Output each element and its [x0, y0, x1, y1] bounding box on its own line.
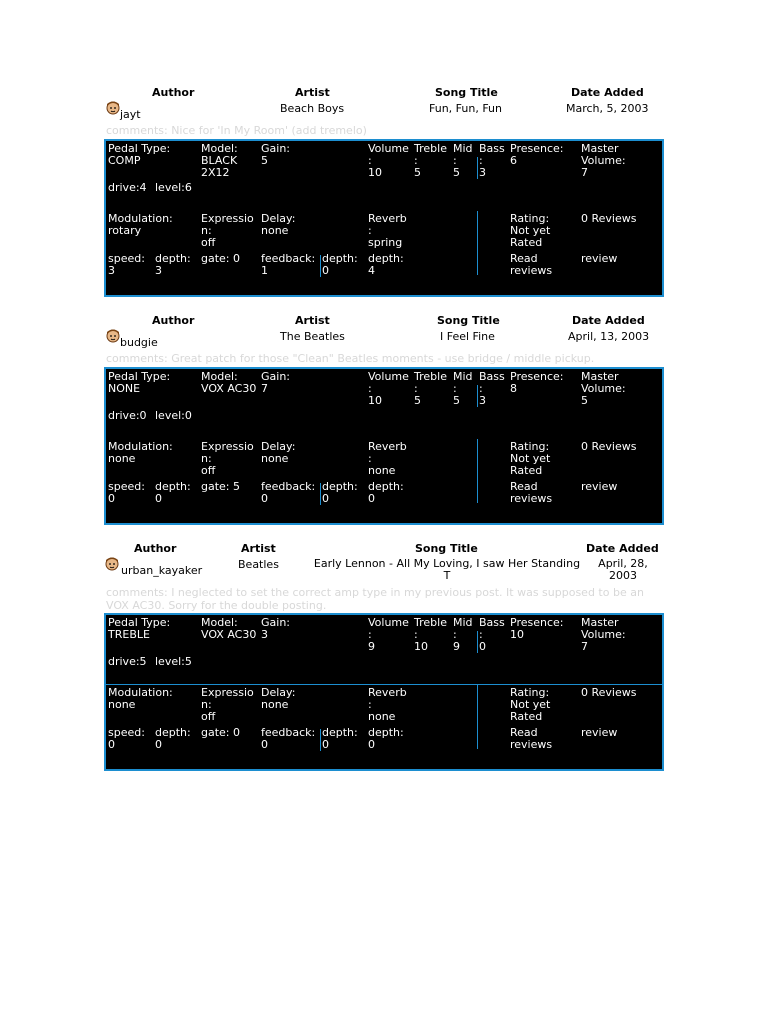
delay-depth-value: depth: 0	[322, 726, 358, 751]
volume-value: 9	[368, 640, 375, 653]
feedback-value: feedback: 0	[261, 480, 316, 505]
volume-value: 10	[368, 166, 382, 179]
model-value: VOX AC30	[201, 628, 257, 641]
song-title-header: Song Title	[435, 86, 498, 99]
master-volume-label: Master Volume:	[581, 616, 626, 641]
artist-value: Beach Boys	[280, 102, 345, 115]
delay-depth-divider	[320, 729, 321, 751]
reverb-value: none	[368, 464, 396, 477]
column-headers	[104, 542, 664, 558]
pedal-type-label: Pedal Type:	[108, 370, 171, 383]
master-volume-label: Master Volume:	[581, 370, 626, 395]
gain-value: 3	[261, 628, 268, 641]
artist-header: Artist	[295, 314, 330, 327]
avatar-icon	[106, 329, 120, 344]
master-volume-label: Master Volume:	[581, 142, 626, 167]
rating-value: Not yet Rated	[510, 224, 551, 249]
mod-depth-value: depth: 0	[155, 726, 191, 751]
level-value: level:5	[155, 655, 192, 668]
bass-value: 3	[479, 166, 486, 179]
treble-label: Treble :	[414, 616, 447, 641]
date-added-header: Date Added	[571, 86, 644, 99]
author-header: Author	[152, 86, 195, 99]
artist-header: Artist	[295, 86, 330, 99]
reverb-depth-value: depth: 0	[368, 726, 404, 751]
speed-value: speed: 0	[108, 480, 145, 505]
modulation-value: rotary	[108, 224, 142, 237]
expression-value: off	[201, 710, 216, 723]
delay-label: Delay:	[261, 440, 296, 453]
comment-text: comments: I neglected to set the correct amp type in my previous post. It was supposed to be an VOX AC30. Sorry for the double posting.	[106, 586, 644, 612]
speed-value: speed: 3	[108, 252, 145, 277]
author-link[interactable]: urban_kayaker	[121, 564, 203, 577]
treble-label: Treble :	[414, 142, 447, 167]
drive-value: drive:5	[108, 655, 147, 668]
expression-value: off	[201, 464, 216, 477]
pedal-type-value: NONE	[108, 382, 141, 395]
reverb-depth-value: depth: 0	[368, 480, 404, 505]
bass-value: 3	[479, 394, 486, 407]
gain-value: 7	[261, 382, 268, 395]
drive-value: drive:4	[108, 181, 147, 194]
bass-value: 0	[479, 640, 486, 653]
volume-label: Volume :	[368, 142, 409, 167]
date-added-header: Date Added	[572, 314, 645, 327]
gain-label: Gain:	[261, 370, 290, 383]
rating-divider	[477, 439, 478, 503]
reverb-label: Reverb :	[368, 686, 407, 711]
pedal-type-label: Pedal Type:	[108, 616, 171, 629]
rating-label: Rating:	[510, 440, 550, 453]
delay-label: Delay:	[261, 686, 296, 699]
song-title-value: Early Lennon - All My Loving, I saw Her Standing T	[313, 557, 581, 582]
reverb-label: Reverb :	[368, 212, 407, 237]
speed-value: speed: 0	[108, 726, 145, 751]
artist-header: Artist	[241, 542, 276, 555]
expression-label: Expressio n:	[201, 440, 254, 465]
author-header: Author	[152, 314, 195, 327]
model-value: VOX AC30	[201, 382, 257, 395]
rating-divider	[477, 685, 478, 749]
artist-value: Beatles	[238, 558, 279, 571]
bass-label: Bass :	[479, 370, 505, 395]
expression-label: Expressio n:	[201, 212, 254, 237]
rating-label: Rating:	[510, 686, 550, 699]
delay-depth-divider	[320, 483, 321, 505]
amp-settings-panel	[104, 367, 664, 525]
rating-value: Not yet Rated	[510, 452, 551, 477]
author-header: Author	[134, 542, 177, 555]
bass-divider	[477, 385, 478, 407]
mid-label: Mid :	[453, 370, 473, 395]
presence-value: 6	[510, 154, 517, 167]
master-volume-value: 7	[581, 640, 588, 653]
model-value: BLACK 2X12	[201, 154, 238, 179]
section-divider	[106, 684, 662, 685]
gate-value: gate: 0	[201, 252, 241, 265]
presence-label: Presence:	[510, 370, 564, 383]
author-link[interactable]: budgie	[120, 336, 158, 349]
volume-label: Volume :	[368, 616, 409, 641]
bass-label: Bass :	[479, 142, 505, 167]
master-volume-value: 5	[581, 394, 588, 407]
delay-depth-value: depth: 0	[322, 480, 358, 505]
song-title-header: Song Title	[415, 542, 478, 555]
song-title-header: Song Title	[437, 314, 500, 327]
presence-value: 10	[510, 628, 524, 641]
review-count: 0 Reviews	[581, 440, 637, 453]
presence-label: Presence:	[510, 142, 564, 155]
presence-label: Presence:	[510, 616, 564, 629]
reverb-depth-value: depth: 4	[368, 252, 404, 277]
delay-value: none	[261, 452, 289, 465]
delay-label: Delay:	[261, 212, 296, 225]
drive-value: drive:0	[108, 409, 147, 422]
treble-value: 5	[414, 166, 421, 179]
model-label: Model:	[201, 142, 238, 155]
rating-value: Not yet Rated	[510, 698, 551, 723]
model-label: Model:	[201, 616, 238, 629]
delay-value: none	[261, 224, 289, 237]
modulation-label: Modulation:	[108, 212, 173, 225]
amp-settings-panel	[104, 613, 664, 771]
entry-info	[104, 102, 664, 124]
volume-value: 10	[368, 394, 382, 407]
mid-label: Mid :	[453, 142, 473, 167]
reverb-value: spring	[368, 236, 403, 249]
modulation-label: Modulation:	[108, 440, 173, 453]
pedal-type-value: COMP	[108, 154, 141, 167]
review-link[interactable]: review	[581, 480, 618, 493]
bass-label: Bass :	[479, 616, 505, 641]
treble-value: 5	[414, 394, 421, 407]
treble-label: Treble :	[414, 370, 447, 395]
feedback-value: feedback: 1	[261, 252, 316, 277]
artist-value: The Beatles	[280, 330, 345, 343]
amp-settings-panel	[104, 139, 664, 297]
model-label: Model:	[201, 370, 238, 383]
entry-info	[104, 330, 664, 352]
avatar-icon	[106, 101, 120, 116]
delay-depth-divider	[320, 255, 321, 277]
date-added-value: April, 28, 2003	[598, 557, 648, 582]
pedal-type-value: TREBLE	[108, 628, 150, 641]
comment-text: comments: Great patch for those "Clean" Beatles moments - use bridge / middle pickup.	[106, 352, 595, 365]
reverb-value: none	[368, 710, 396, 723]
gate-value: gate: 0	[201, 726, 241, 739]
volume-label: Volume :	[368, 370, 409, 395]
review-link[interactable]: review	[581, 252, 618, 265]
rating-label: Rating:	[510, 212, 550, 225]
author-link[interactable]: jayt	[120, 108, 141, 121]
column-headers	[104, 86, 664, 102]
pedal-type-label: Pedal Type:	[108, 142, 171, 155]
avatar-icon	[105, 557, 119, 572]
gain-value: 5	[261, 154, 268, 167]
comment-text: comments: Nice for 'In My Room' (add tremelo)	[106, 124, 367, 137]
entry-info	[104, 558, 664, 580]
modulation-label: Modulation:	[108, 686, 173, 699]
bass-divider	[477, 157, 478, 179]
level-value: level:0	[155, 409, 192, 422]
reverb-label: Reverb :	[368, 440, 407, 465]
modulation-value: none	[108, 452, 136, 465]
mod-depth-value: depth: 3	[155, 252, 191, 277]
mid-label: Mid :	[453, 616, 473, 641]
review-count: 0 Reviews	[581, 686, 637, 699]
expression-label: Expressio n:	[201, 686, 254, 711]
mid-value: 5	[453, 166, 460, 179]
read-reviews-link[interactable]: Read reviews	[510, 726, 553, 751]
bass-divider	[477, 631, 478, 653]
gain-label: Gain:	[261, 616, 290, 629]
date-added-header: Date Added	[586, 542, 659, 555]
song-title-value: Fun, Fun, Fun	[429, 102, 502, 115]
feedback-value: feedback: 0	[261, 726, 316, 751]
mid-value: 9	[453, 640, 460, 653]
column-headers	[104, 314, 664, 330]
delay-value: none	[261, 698, 289, 711]
date-added-value: March, 5, 2003	[566, 102, 649, 115]
treble-value: 10	[414, 640, 428, 653]
mid-value: 5	[453, 394, 460, 407]
gate-value: gate: 5	[201, 480, 241, 493]
gain-label: Gain:	[261, 142, 290, 155]
modulation-value: none	[108, 698, 136, 711]
review-count: 0 Reviews	[581, 212, 637, 225]
expression-value: off	[201, 236, 216, 249]
read-reviews-link[interactable]: Read reviews	[510, 480, 553, 505]
master-volume-value: 7	[581, 166, 588, 179]
review-link[interactable]: review	[581, 726, 618, 739]
date-added-value: April, 13, 2003	[568, 330, 650, 343]
mod-depth-value: depth: 0	[155, 480, 191, 505]
read-reviews-link[interactable]: Read reviews	[510, 252, 553, 277]
song-title-value: I Feel Fine	[440, 330, 495, 343]
presence-value: 8	[510, 382, 517, 395]
level-value: level:6	[155, 181, 192, 194]
delay-depth-value: depth: 0	[322, 252, 358, 277]
rating-divider	[477, 211, 478, 275]
